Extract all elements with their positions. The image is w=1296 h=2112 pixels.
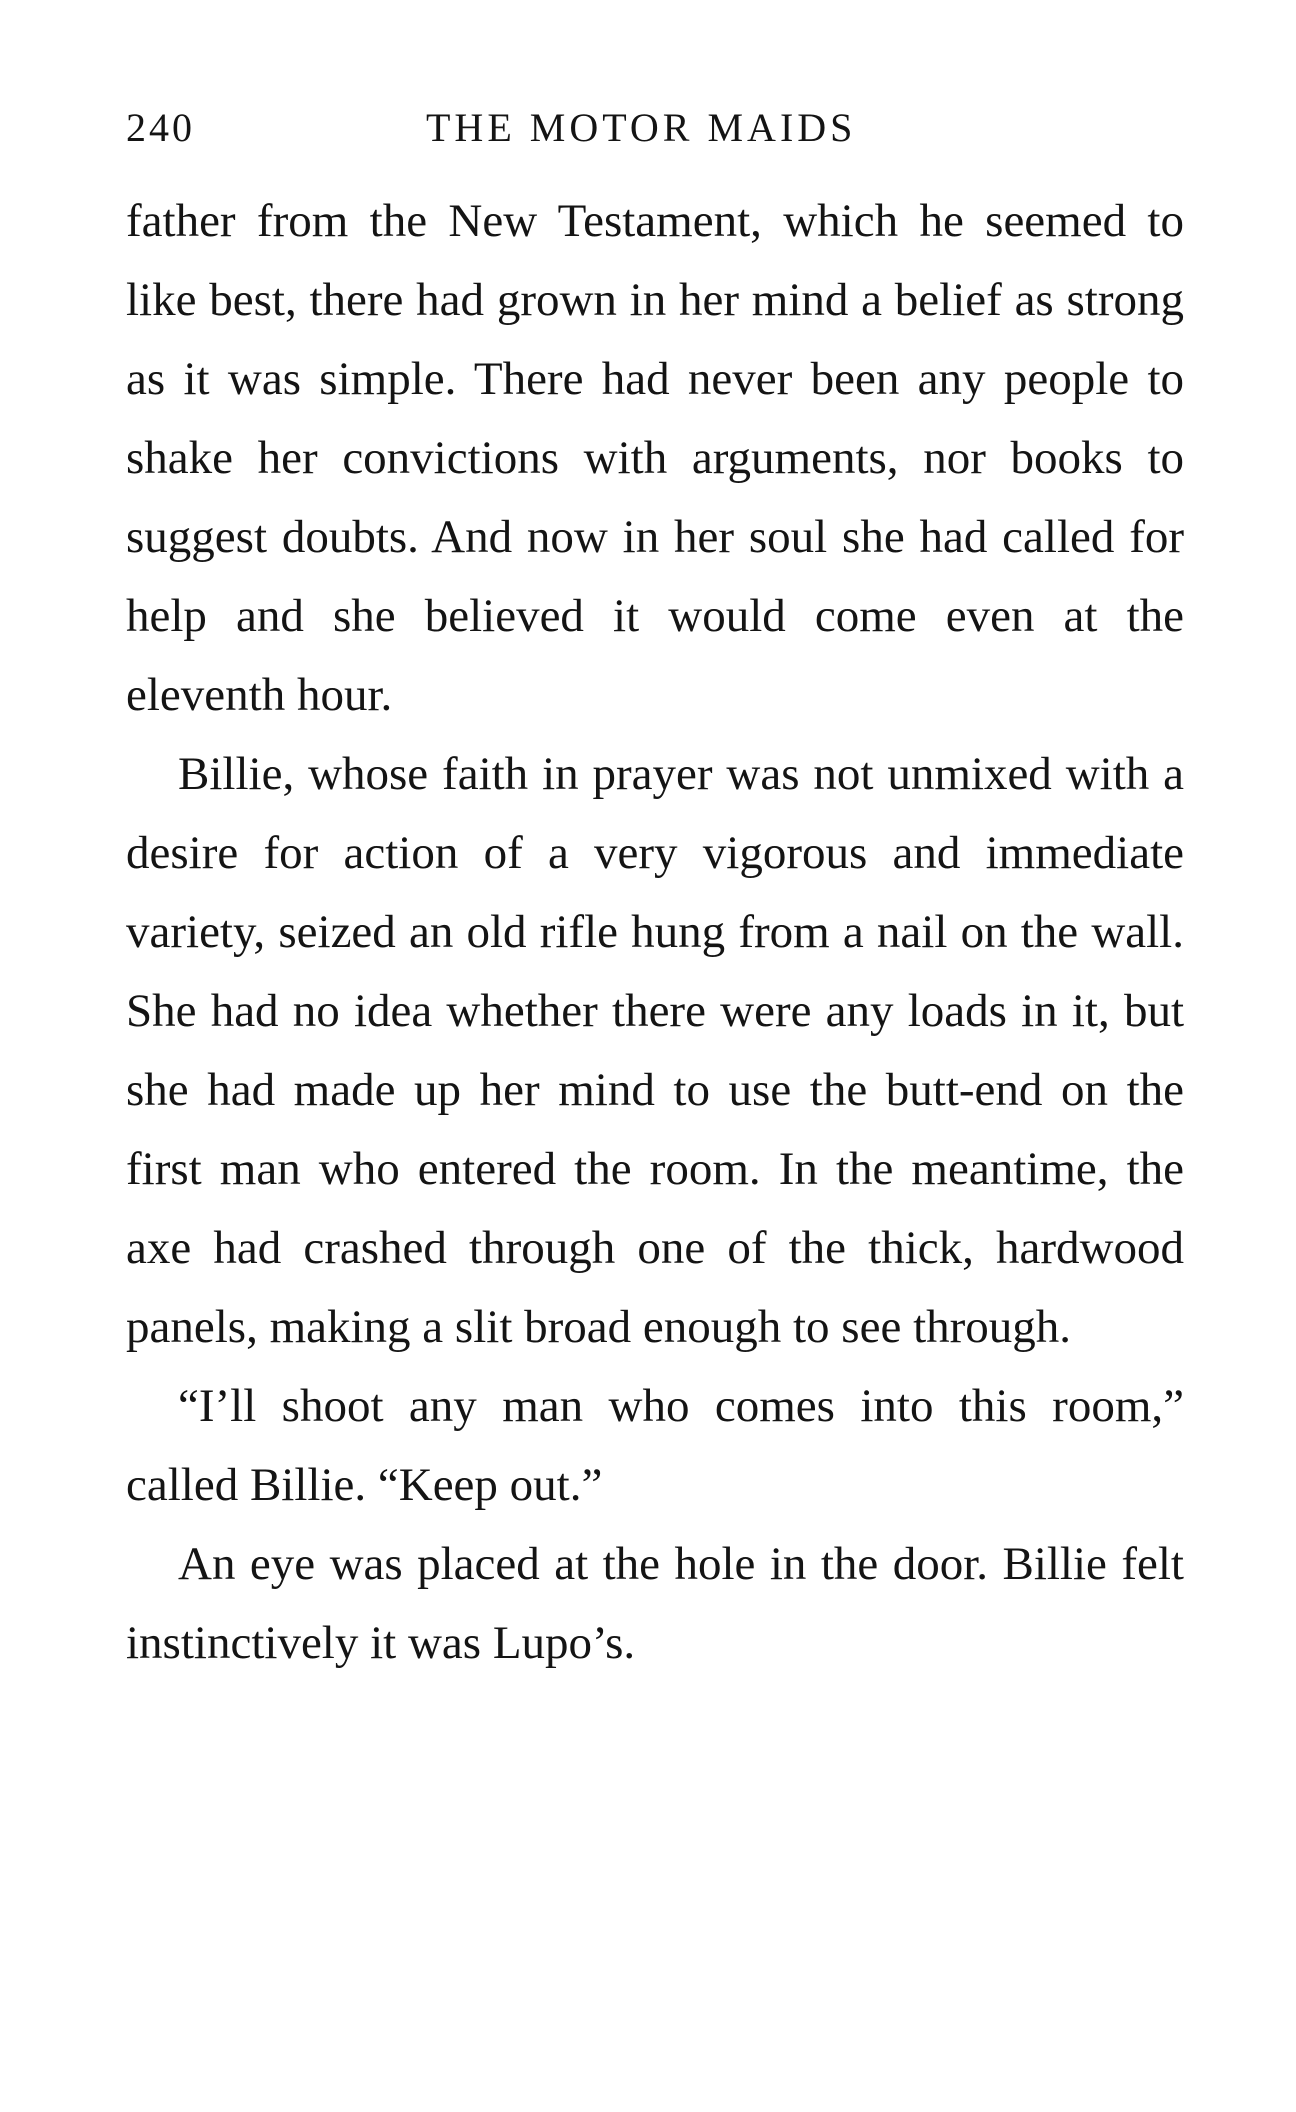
paragraph-1: father from the New Testament, which he seemed to like best, there had grown in her mind a belief as strong as it was simple. There had never been any people to shake her convictions with arguments, nor books to suggest doubts. And now in her soul she had called for help and she believed it would come even at the eleventh hour. <box>126 195 1184 721</box>
paragraph-3: “I’ll shoot any man who comes into this room,” called Billie. “Keep out.” <box>126 1380 1184 1511</box>
running-title: THE MOTOR MAIDS <box>426 105 857 150</box>
body-text <box>126 182 1184 1683</box>
running-head <box>126 98 1184 158</box>
paragraph-2: Billie, whose faith in prayer was not unmixed with a desire for action of a very vigorous and immediate variety, seized an old rifle hung from a nail on the wall. She had no idea whether there were any loads in it, but she had made up her mind to use the butt-end on the first man who entered the room. In the meantime, the axe had crashed through one of the thick, hardwood panels, making a slit broad enough to see through. <box>126 748 1184 1353</box>
paragraph-4: An eye was placed at the hole in the door. Billie felt instinctively it was Lupo’s. <box>126 1538 1184 1669</box>
page-number: 240 <box>126 105 195 150</box>
